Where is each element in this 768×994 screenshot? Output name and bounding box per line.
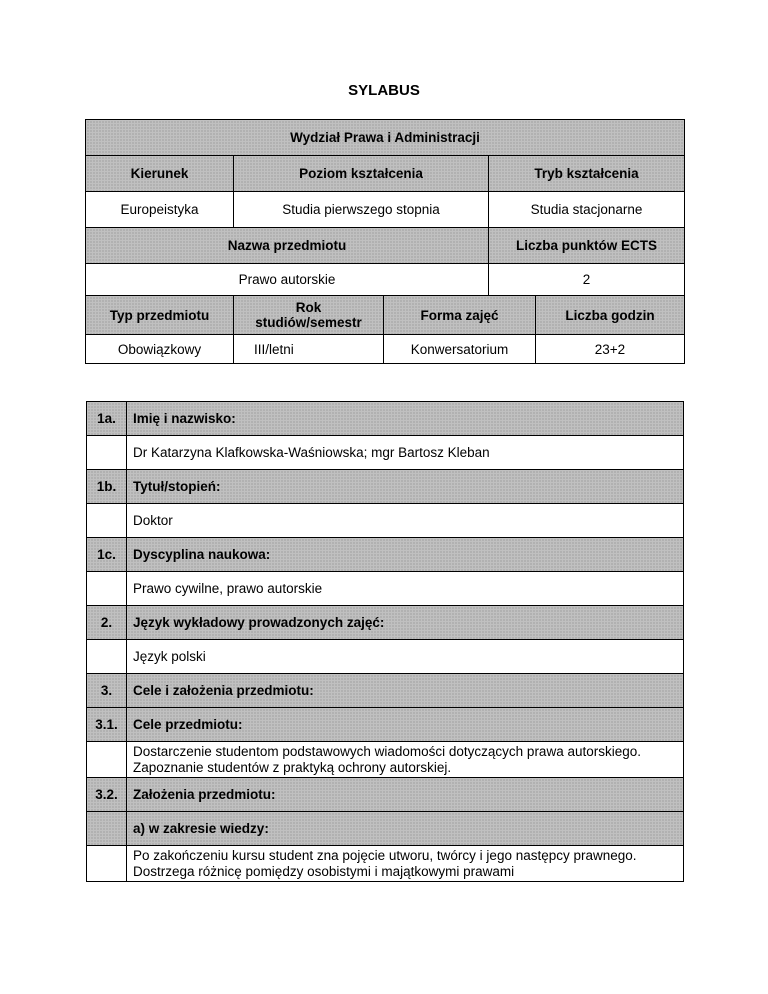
course-details-table — [85, 295, 685, 364]
empty-cell — [87, 812, 127, 846]
hours-header: Liczba godzin — [536, 296, 685, 335]
education-level-value: Studia pierwszego stopnia — [234, 192, 489, 228]
document-title: SYLABUS — [348, 82, 420, 99]
degree-value: Doktor — [127, 504, 684, 538]
header-table — [85, 119, 685, 296]
course-goals-label: Cele przedmiotu: — [127, 708, 684, 742]
year-semester-header: Rok studiów/semestr — [234, 296, 384, 335]
knowledge-scope-label: a) w zakresie wiedzy: — [127, 812, 684, 846]
degree-label: Tytuł/stopień: — [127, 470, 684, 504]
course-name-value: Prawo autorskie — [86, 264, 489, 296]
empty-cell — [87, 640, 127, 674]
syllabus-sections-table — [86, 401, 684, 882]
empty-cell — [87, 572, 127, 606]
class-form-header: Forma zajęć — [384, 296, 536, 335]
knowledge-scope-value: Po zakończeniu kursu student zna pojęcie utworu, twórcy i jego następcy prawnego. Dostrzega różnicę pomiędzy osobistymi i majątkowymi prawami — [127, 846, 684, 882]
education-level-header: Poziom kształcenia — [234, 156, 489, 192]
field-of-study-header: Kierunek — [86, 156, 234, 192]
hours-value: 23+2 — [536, 335, 685, 364]
section-number: 3.2. — [87, 778, 127, 812]
study-mode-header: Tryb kształcenia — [489, 156, 685, 192]
year-semester-value: III/letni — [234, 335, 384, 364]
empty-cell — [87, 504, 127, 538]
discipline-value: Prawo cywilne, prawo autorskie — [127, 572, 684, 606]
faculty-cell: Wydział Prawa i Administracji — [86, 120, 685, 156]
empty-cell — [87, 742, 127, 778]
class-form-value: Konwersatorium — [384, 335, 536, 364]
ects-header: Liczba punktów ECTS — [489, 228, 685, 264]
section-number: 1a. — [87, 402, 127, 436]
discipline-label: Dyscyplina naukowa: — [127, 538, 684, 572]
ects-value: 2 — [489, 264, 685, 296]
empty-cell — [87, 846, 127, 882]
section-number: 3.1. — [87, 708, 127, 742]
instructor-name-label: Imię i nazwisko: — [127, 402, 684, 436]
section-number: 1b. — [87, 470, 127, 504]
empty-cell — [87, 436, 127, 470]
course-type-header: Typ przedmiotu — [86, 296, 234, 335]
course-type-value: Obowiązkowy — [86, 335, 234, 364]
goals-assumptions-label: Cele i założenia przedmiotu: — [127, 674, 684, 708]
language-label: Język wykładowy prowadzonych zajęć: — [127, 606, 684, 640]
instructor-name-value: Dr Katarzyna Klafkowska-Waśniowska; mgr Bartosz Kleban — [127, 436, 684, 470]
course-assumptions-label: Założenia przedmiotu: — [127, 778, 684, 812]
section-number: 2. — [87, 606, 127, 640]
language-value: Język polski — [127, 640, 684, 674]
field-of-study-value: Europeistyka — [86, 192, 234, 228]
course-name-header: Nazwa przedmiotu — [86, 228, 489, 264]
course-goals-value: Dostarczenie studentom podstawowych wiadomości dotyczących prawa autorskiego. Zapoznanie studentów z praktyką ochrony autorskiej. — [127, 742, 684, 778]
study-mode-value: Studia stacjonarne — [489, 192, 685, 228]
section-number: 3. — [87, 674, 127, 708]
section-number: 1c. — [87, 538, 127, 572]
